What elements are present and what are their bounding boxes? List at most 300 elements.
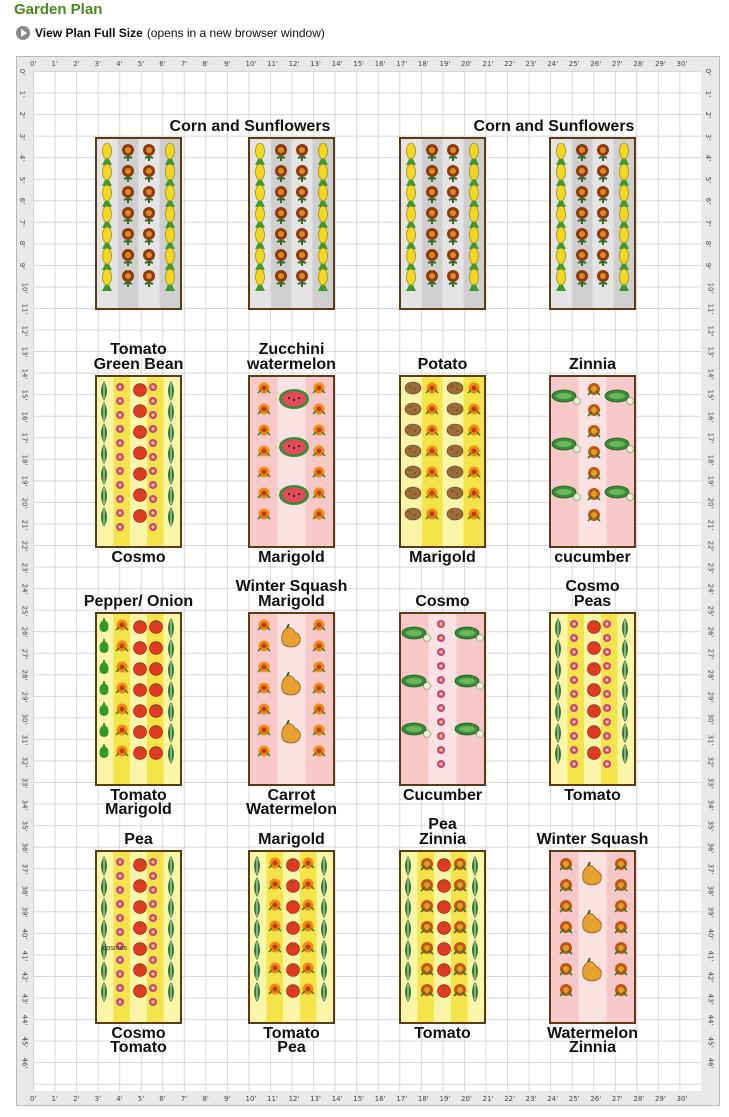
ruler-left-label: 17' (20, 432, 29, 444)
marigold-icon (312, 660, 326, 679)
ruler-right-label: 13' (706, 346, 715, 358)
marigold-icon (115, 618, 129, 637)
ruler-bottom-label: 20' (461, 1095, 472, 1103)
bed-top-label: Green Bean (93, 356, 184, 373)
sunflower-icon (295, 164, 309, 187)
tomato-icon (436, 982, 452, 1003)
cucumber-icon (401, 672, 431, 695)
ruler-right-label: 7' (704, 219, 713, 227)
sunflower-icon (121, 164, 135, 187)
corn-icon (100, 269, 114, 296)
zinnia-icon (419, 961, 435, 982)
bean-icon (402, 982, 414, 1007)
zinnia-icon (586, 423, 602, 444)
sunflower-icon (575, 248, 589, 271)
squash-icon (277, 672, 305, 703)
bed-note: cosmos (103, 945, 128, 952)
garden-plan-canvas[interactable] (16, 56, 720, 1106)
sunflower-icon (596, 227, 610, 250)
ruler-left-label: 38' (20, 885, 29, 897)
ruler-right-label: 39' (706, 907, 715, 918)
marigold-icon (312, 507, 326, 526)
marigold-icon (312, 444, 326, 463)
tomato-icon (132, 423, 148, 444)
ruler-bottom-label: 2' (73, 1095, 80, 1103)
garden-bed[interactable] (399, 850, 486, 1024)
view-link-label: View Plan Full Size (35, 26, 143, 40)
cucumber-icon (604, 435, 634, 458)
ruler-left-label: 11' (20, 303, 29, 315)
sunflower-icon (274, 227, 288, 250)
marigold-icon (312, 681, 326, 700)
sunflower-icon (446, 164, 460, 187)
marigold-icon (312, 381, 326, 400)
tomato-icon (285, 982, 301, 1003)
zinnia-icon (586, 507, 602, 528)
marigold-icon (425, 381, 439, 400)
ruler-right-label: 8' (704, 241, 713, 248)
garden-bed[interactable] (549, 375, 636, 548)
zinnia-icon (613, 919, 629, 940)
ruler-right-label: 35' (706, 820, 715, 832)
ruler-top-label: 18' (417, 60, 429, 68)
bed-top-label: Winter Squash (235, 578, 348, 595)
melon-icon (277, 387, 311, 416)
tomato-icon (132, 702, 148, 723)
ruler-left-label: 16' (20, 411, 29, 423)
bed-bottom-label: Cucumber (402, 787, 483, 804)
marigold-icon (268, 898, 282, 917)
squash-icon (578, 910, 606, 941)
bean-icon (165, 507, 177, 532)
ruler-bottom-label: 19' (439, 1095, 451, 1103)
zinnia-icon (613, 898, 629, 919)
marigold-icon (312, 423, 326, 442)
ruler-bottom-label: 28' (633, 1095, 645, 1103)
ruler-bottom-label: 30' (676, 1095, 688, 1103)
ruler-top-label: 22' (504, 60, 515, 68)
garden-bed[interactable] (549, 850, 636, 1024)
ruler-bottom-label: 1' (51, 1095, 58, 1103)
ruler-top-label: 30' (676, 60, 688, 68)
sunflower-icon (274, 206, 288, 229)
marigold-icon (257, 423, 271, 442)
zinnia-icon (419, 898, 435, 919)
ruler-right-label: 42' (706, 971, 715, 983)
bean-icon (98, 982, 110, 1007)
sunflower-icon (446, 143, 460, 166)
tomato-icon (132, 723, 148, 744)
bed-top-label: Marigold (258, 593, 325, 610)
garden-bed[interactable] (248, 375, 335, 548)
ruler-left-label: 21' (20, 519, 29, 530)
garden-bed[interactable] (95, 375, 182, 548)
zinnia-icon (452, 898, 468, 919)
marigold-icon (115, 702, 129, 721)
bed-top-label: Zinnia (568, 356, 617, 373)
zinnia-icon (452, 961, 468, 982)
ruler-bottom-label: 21' (482, 1095, 494, 1103)
tomato-icon (436, 856, 452, 877)
cucumber-icon (604, 483, 634, 506)
ruler-left-label: 25' (20, 605, 29, 617)
ruler-left-label: 35' (20, 820, 29, 832)
ruler-right-label: 36' (706, 842, 715, 854)
garden-bed[interactable] (248, 137, 335, 310)
sunflower-icon (596, 248, 610, 271)
sunflower-icon (142, 206, 156, 229)
corn-icon (467, 269, 481, 296)
bed-bottom-label: Marigold (258, 549, 325, 566)
ruler-left-label: 20' (20, 497, 29, 509)
bed-top-label: Potato (417, 356, 468, 373)
potato-icon (446, 402, 464, 421)
ruler-right-label: 40' (706, 928, 715, 940)
ruler-bottom-label: 4' (116, 1095, 123, 1103)
tomato-icon (132, 618, 148, 639)
ruler-right-label: 19' (706, 476, 715, 487)
zinnia-icon (558, 898, 574, 919)
sunflower-icon (575, 143, 589, 166)
marigold-icon (268, 856, 282, 875)
sunflower-icon (596, 164, 610, 187)
marigold-icon (425, 423, 439, 442)
marigold-icon (312, 639, 326, 658)
ruler-bottom-label: 8' (202, 1095, 209, 1103)
bed-bottom-label: Marigold (409, 549, 476, 566)
squash-icon (578, 862, 606, 893)
ruler-right-label: 15' (706, 389, 715, 401)
zinnia-icon (419, 982, 435, 1003)
tomato-icon (148, 660, 164, 681)
marigold-icon (257, 381, 271, 400)
sunflower-icon (295, 143, 309, 166)
ruler-top-label: 21' (482, 60, 494, 68)
marigold-icon (467, 423, 481, 442)
cosmo-icon (569, 758, 579, 776)
ruler-top-label: 15' (353, 60, 365, 68)
ruler-left-label: 22' (20, 540, 29, 552)
zinnia-icon (613, 877, 629, 898)
ruler-right-label: 1' (704, 90, 713, 97)
bed-top-label: Peas (573, 593, 612, 610)
ruler-bottom-label: 23' (525, 1095, 537, 1103)
ruler-top-label: 7' (180, 60, 188, 68)
zinnia-icon (586, 444, 602, 465)
cucumber-icon (551, 435, 581, 458)
tomato-icon (148, 744, 164, 765)
ruler-top-label: 14' (331, 60, 343, 68)
sunflower-icon (575, 206, 589, 229)
ruler-bottom-label: 22' (504, 1095, 515, 1103)
sunflower-icon (446, 227, 460, 250)
garden-bed[interactable] (95, 612, 182, 786)
garden-bed[interactable] (95, 137, 182, 310)
marigold-icon (257, 465, 271, 484)
sunflower-icon (121, 269, 135, 292)
sunflower-icon (142, 164, 156, 187)
tomato-icon (436, 877, 452, 898)
garden-bed[interactable] (248, 850, 335, 1024)
ruler-top-label: 24' (547, 60, 559, 68)
ruler-bottom-label: 5' (137, 1095, 145, 1103)
ruler-right-label: 34' (706, 799, 715, 811)
marigold-icon (257, 402, 271, 421)
sunflower-icon (425, 248, 439, 271)
tomato-icon (132, 681, 148, 702)
marigold-icon (257, 744, 271, 763)
cucumber-icon (551, 483, 581, 506)
sunflower-icon (142, 143, 156, 166)
ruler-top-label: 28' (633, 60, 645, 68)
pepper-icon (98, 723, 110, 744)
garden-bed[interactable] (549, 612, 636, 786)
ruler-bottom-label: 6' (159, 1095, 166, 1103)
zinnia-icon (586, 465, 602, 486)
bean-icon (552, 744, 564, 769)
bed-top-label: Tomato (110, 341, 167, 358)
marigold-icon (257, 660, 271, 679)
potato-icon (404, 444, 422, 463)
potato-icon (404, 486, 422, 505)
tomato-icon (132, 465, 148, 486)
marigold-icon (257, 639, 271, 658)
ruler-left-label: 33' (20, 777, 29, 789)
potato-icon (404, 381, 422, 400)
bean-icon (318, 982, 330, 1007)
ruler-left-label: 43' (20, 993, 29, 1005)
tomato-icon (132, 898, 148, 919)
potato-icon (446, 423, 464, 442)
sunflower-icon (142, 248, 156, 271)
zinnia-icon (558, 982, 574, 1003)
ruler-right-label: 12' (706, 325, 715, 337)
tomato-icon (586, 702, 602, 723)
bed-top-label: Corn and Sunflowers (473, 118, 635, 135)
ruler-left-label: 23' (20, 562, 29, 574)
ruler-bottom-label: 13' (310, 1095, 321, 1103)
ruler-right-label: 4' (704, 154, 713, 162)
ruler-top-label: 2' (73, 60, 80, 68)
zinnia-icon (452, 982, 468, 1003)
ruler-bottom-label: 10' (245, 1095, 257, 1103)
ruler-right-label: 9' (704, 262, 713, 270)
cosmo-icon (148, 996, 158, 1014)
page-title: Garden Plan (14, 1, 103, 18)
marigold-icon (425, 486, 439, 505)
garden-bed[interactable] (95, 850, 182, 1024)
ruler-left-label: 5' (18, 176, 27, 183)
ruler-top-label: 11' (267, 60, 278, 68)
tomato-icon (586, 618, 602, 639)
ruler-bottom-label: 3' (94, 1095, 102, 1103)
tomato-icon (132, 744, 148, 765)
garden-bed[interactable] (248, 612, 335, 786)
ruler-right-label: 10' (706, 282, 715, 293)
ruler-top-label: 4' (116, 60, 123, 68)
tomato-icon (132, 660, 148, 681)
bean-icon (469, 982, 481, 1007)
sunflower-icon (575, 227, 589, 250)
tomato-icon (132, 444, 148, 465)
sunflower-icon (596, 143, 610, 166)
marigold-icon (115, 723, 129, 742)
garden-bed[interactable] (549, 137, 636, 310)
tomato-icon (586, 660, 602, 681)
melon-icon (277, 435, 311, 464)
marigold-icon (115, 744, 129, 763)
ruler-left-label: 6' (18, 198, 27, 205)
marigold-icon (301, 856, 315, 875)
ruler-right-label: 44' (706, 1014, 715, 1026)
corn-icon (253, 269, 267, 296)
bed-bottom-label: Tomato (414, 1025, 471, 1042)
marigold-icon (268, 982, 282, 1001)
ruler-left-label: 1' (18, 90, 27, 97)
marigold-icon (312, 702, 326, 721)
view-full-size-link[interactable] (16, 26, 325, 40)
tomato-icon (436, 919, 452, 940)
ruler-left-label: 44' (20, 1014, 29, 1026)
marigold-icon (257, 681, 271, 700)
tomato-icon (132, 402, 148, 423)
cosmo-icon (602, 758, 612, 776)
tomato-icon (586, 723, 602, 744)
tomato-icon (132, 381, 148, 402)
ruler-left-label: 14' (20, 368, 29, 380)
ruler-right-label: 46' (706, 1057, 715, 1069)
tomato-icon (132, 856, 148, 877)
bed-bottom-label: Cosmo (111, 1025, 166, 1042)
ruler-right-label: 41' (706, 950, 715, 961)
ruler-left-label: 8' (18, 241, 27, 248)
garden-bed[interactable] (399, 612, 486, 786)
marigold-icon (312, 744, 326, 763)
sunflower-icon (596, 185, 610, 208)
ruler-bottom-label: 26' (590, 1095, 602, 1103)
ruler-left-label: 15' (20, 389, 29, 401)
pepper-icon (98, 660, 110, 681)
sunflower-icon (121, 185, 135, 208)
ruler-left-label: 39' (20, 907, 29, 918)
marigold-icon (425, 402, 439, 421)
ruler-left-label: 3' (18, 133, 27, 140)
sunflower-icon (425, 206, 439, 229)
tomato-icon (285, 856, 301, 877)
ruler-top-label: 17' (396, 60, 408, 68)
pepper-icon (98, 744, 110, 765)
ruler-right-label: 31' (706, 734, 715, 746)
tomato-icon (586, 639, 602, 660)
ruler-top-label: 3' (94, 60, 102, 68)
tomato-icon (285, 898, 301, 919)
bed-bottom-label: Carrot (267, 787, 316, 804)
ruler-left-label: 32' (20, 756, 29, 768)
zinnia-icon (452, 856, 468, 877)
ruler-top-label: 9' (223, 60, 231, 68)
bed-bottom-label: Marigold (105, 801, 172, 818)
ruler-top-label: 16' (374, 60, 386, 68)
sunflower-icon (121, 227, 135, 250)
zinnia-icon (613, 940, 629, 961)
ruler-bottom-label: 24' (547, 1095, 559, 1103)
marigold-icon (268, 919, 282, 938)
marigold-icon (268, 877, 282, 896)
ruler-bottom-label: 29' (654, 1095, 666, 1103)
bean-icon (165, 982, 177, 1007)
ruler-top-label: 10' (245, 60, 257, 68)
bed-bottom-label: Pea (277, 1039, 306, 1056)
ruler-left-label: 24' (20, 583, 29, 595)
zinnia-icon (419, 877, 435, 898)
tomato-icon (132, 877, 148, 898)
garden-bed[interactable] (399, 375, 486, 548)
garden-bed[interactable] (399, 137, 486, 310)
ruler-right-label: 32' (706, 756, 715, 768)
ruler-right-label: 22' (706, 540, 715, 552)
bed-top-label: Marigold (258, 831, 325, 848)
ruler-left-label: 12' (20, 325, 29, 337)
sunflower-icon (121, 143, 135, 166)
sunflower-icon (142, 227, 156, 250)
marigold-icon (312, 486, 326, 505)
ruler-bottom-label: 9' (223, 1095, 231, 1103)
marigold-icon (467, 381, 481, 400)
tomato-icon (285, 877, 301, 898)
sunflower-icon (142, 269, 156, 292)
ruler-right-label: 30' (706, 713, 715, 724)
potato-icon (404, 402, 422, 421)
sunflower-icon (295, 248, 309, 271)
bed-bottom-label: Tomato (263, 1025, 320, 1042)
marigold-icon (467, 486, 481, 505)
ruler-right-label: 37' (706, 863, 715, 875)
bed-bottom-label: Cosmo (111, 549, 166, 566)
ruler-top-label: 26' (590, 60, 602, 68)
marigold-icon (467, 444, 481, 463)
tomato-icon (132, 486, 148, 507)
marigold-icon (425, 507, 439, 526)
bed-top-label: watermelon (247, 356, 336, 373)
ruler-right-label: 33' (706, 777, 715, 789)
potato-icon (446, 507, 464, 526)
ruler-bottom-label: 15' (353, 1095, 365, 1103)
marigold-icon (425, 444, 439, 463)
corn-icon (163, 269, 177, 296)
bed-top-label: Zucchini (258, 341, 325, 358)
tomato-icon (132, 961, 148, 982)
play-circle-icon (16, 26, 30, 40)
zinnia-icon (613, 856, 629, 877)
ruler-top-label: 13' (310, 60, 321, 68)
ruler-right-label: 0' (704, 68, 713, 76)
sunflower-icon (274, 143, 288, 166)
ruler-right-label: 29' (706, 691, 715, 703)
ruler-bottom-label: 16' (374, 1095, 386, 1103)
bed-top-label: Pea (124, 831, 153, 848)
ruler-left-label: 4' (18, 154, 27, 162)
sunflower-icon (274, 248, 288, 271)
tomato-icon (148, 681, 164, 702)
ruler-right-label: 11' (706, 303, 715, 315)
tomato-icon (132, 919, 148, 940)
sunflower-icon (425, 143, 439, 166)
bed-bottom-label: Zinnia (568, 1039, 617, 1056)
bed-top-label: Corn and Sunflowers (169, 118, 331, 135)
zinnia-icon (452, 940, 468, 961)
zinnia-icon (419, 856, 435, 877)
marigold-icon (425, 465, 439, 484)
